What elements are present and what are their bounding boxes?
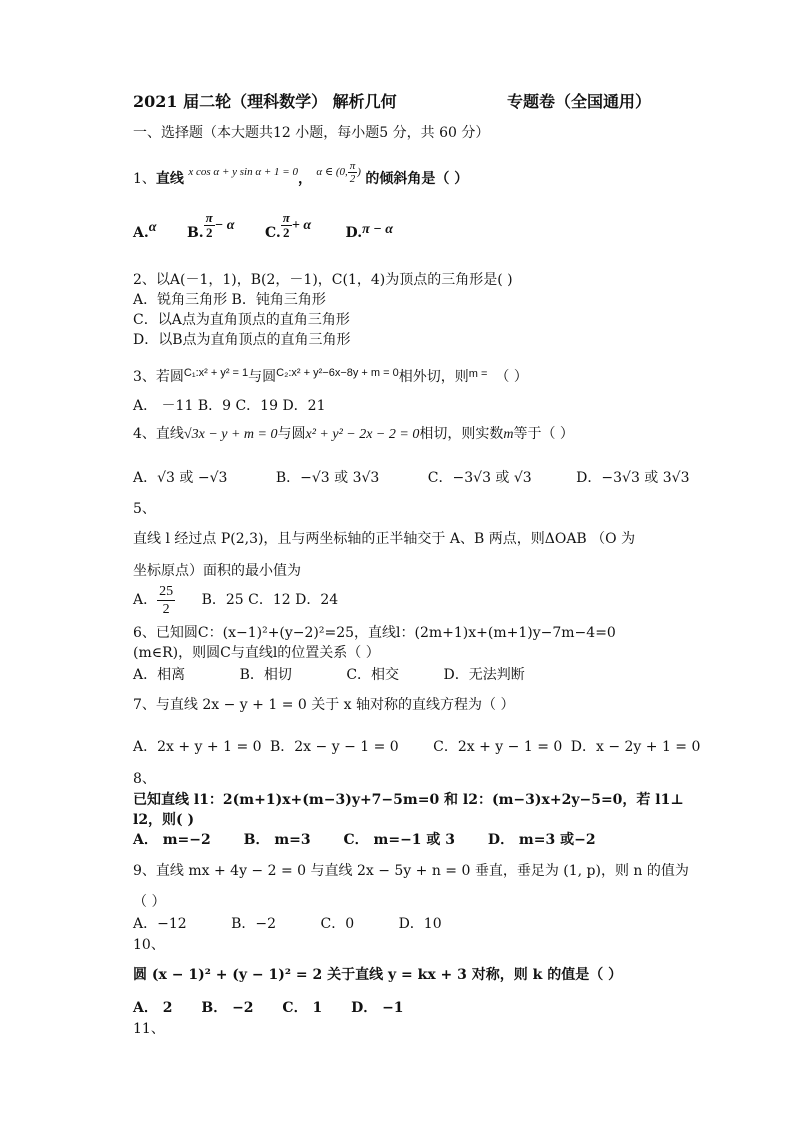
q4-option-d: D．−3√3 或 3√3 (576, 470, 690, 486)
q1-option-c: C. $\frac{\pi}{2}$ + α (264, 209, 312, 241)
q1-options (133, 209, 393, 251)
q9-options (133, 915, 464, 933)
question-6: 6、已知圆C：(x−1)²+(y−2)²=25，直线l：(2m+1)x+(m+1)y−7m−4=0 (133, 625, 616, 641)
q8-option-d: D． m=3 或−2 (487, 832, 596, 848)
q6-option-c: C．相交 (346, 667, 400, 683)
title-right: 专题卷（全国通用） (507, 92, 652, 111)
q7-option-d: D．x − 2y + 1 = 0 (570, 739, 701, 755)
q6-option-a: A．相离 (133, 667, 186, 683)
q1-line-equation: x cos α + y sin α + 1 = 0 (188, 166, 298, 178)
section-header: 一、选择题（本大题共12 小题，每小题5 分，共 60 分） (133, 125, 490, 141)
question-8-cont: l2，则( ) (133, 812, 195, 828)
q4-options (133, 469, 711, 487)
q3-circle-2: C₂:x² + y²−6x−8y + m = 0 (276, 367, 399, 379)
question-5-cont: 坐标原点）面积的最小值为 (133, 563, 301, 579)
q10-option-b: B． −2 (201, 1000, 254, 1016)
q8-option-b: B． m=3 (243, 832, 311, 848)
q9-option-b: B．−2 (231, 916, 277, 932)
question-6-cont: (m∈R)，则圆C与直线l的位置关系（ ） (133, 645, 380, 661)
q1-angle-range: α ∈ (0, π 2 ) (316, 159, 361, 185)
question-10-number: 10、 (133, 937, 165, 953)
question-9: 9、直线 mx + 4y − 2 = 0 与直线 2x − 5y + n = 0 垂直，垂足为 (1, p)，则 n 的值为 (133, 863, 689, 879)
q6-option-d: D．无法判断 (443, 667, 525, 683)
q10-option-d: D． −1 (351, 1000, 404, 1016)
question-3: 3、若圆$^{C_1:x^2 + y^2 = 1}$与圆$^{C_2:x^2 + y^2-6x-8y + m = 0}$相外切，则$^{m =}$ （ ） (133, 367, 528, 385)
q1-option-d: D.π − α (345, 222, 393, 241)
question-4: 4、直线√3x − y + m = 0与圆x² + y² − 2x − 2 = 0相切，则实数m等于（ ） (133, 426, 574, 442)
q9-option-d: D．10 (398, 916, 442, 932)
q2-option-d: D．以B点为直角顶点的直角三角形 (133, 332, 351, 348)
q1-option-a: A.α (133, 220, 157, 241)
q10-option-a: A． 2 (133, 1000, 173, 1016)
page-title (133, 92, 652, 112)
q4-option-c: C．−3√3 或 √3 (427, 470, 532, 486)
q8-options (133, 831, 618, 849)
q8-option-c: C． m=−1 或 3 (343, 832, 456, 848)
question-8: 已知直线 l1：2(m+1)x+(m−3)y+7−5m=0 和 l2：(m−3)x+2y−5=0，若 l1⊥ (133, 792, 684, 808)
q9-option-a: A．−12 (133, 916, 187, 932)
q6-options (133, 666, 547, 684)
q5-options: A． $\frac{25}{2}$ B．25 C．12 D．24 (133, 583, 339, 617)
question-7: 7、与直线 2x − y + 1 = 0 关于 x 轴对称的直线方程为（ ） (133, 697, 515, 713)
q7-option-a: A．2x + y + 1 = 0 (133, 739, 262, 755)
q3-options: A． －11 B．9 C．19 D．21 (133, 398, 326, 414)
question-1: 1、直线 $^{x cos \alpha + y sin \alpha + 1 = 0}$， $^{\alpha \in (0, \frac{\pi}{2} )}$ 的倾斜角是（ ） (133, 159, 469, 187)
q7-option-c: C．2x + y − 1 = 0 (433, 739, 563, 755)
question-5-number: 5、 (133, 501, 156, 517)
title-left: 2021 届二轮（理科数学） 解析几何 (133, 92, 397, 111)
question-5: 直线 l 经过点 P(2,3)，且与两坐标轴的正半轴交于 A、B 两点，则ΔOAB （O 为 (133, 531, 636, 547)
q8-option-a: A． m=−2 (133, 832, 211, 848)
question-2: 2、以A(－1，1)，B(2，－1)，C(1，4)为顶点的三角形是( ) (133, 272, 513, 288)
q4-option-a: A．√3 或 −√3 (133, 470, 228, 486)
q9-paren: （ ） (133, 894, 166, 910)
q2-option-c: C．以A点为直角顶点的直角三角形 (133, 312, 350, 328)
q1-option-b: B. $\frac{\pi}{2}$ − α (186, 209, 235, 241)
q2-options-ab: A．锐角三角形 B．钝角三角形 (133, 292, 326, 308)
q3-circle-1: C₁:x² + y² = 1 (183, 367, 249, 379)
q7-option-b: B．2x − y − 1 = 0 (269, 739, 399, 755)
q7-options (133, 738, 722, 756)
question-8-number: 8、 (133, 771, 156, 787)
q6-option-b: B．相切 (239, 667, 292, 683)
question-10: 圆 (x − 1)² + (y − 1)² = 2 关于直线 y = kx + 3 对称，则 k 的值是（ ） (133, 967, 623, 983)
q4-option-b: B．−√3 或 3√3 (275, 470, 380, 486)
question-11-number: 11、 (133, 1021, 165, 1037)
q10-option-c: C． 1 (282, 1000, 323, 1016)
q9-option-c: C．0 (320, 916, 355, 932)
q10-options (133, 999, 426, 1017)
